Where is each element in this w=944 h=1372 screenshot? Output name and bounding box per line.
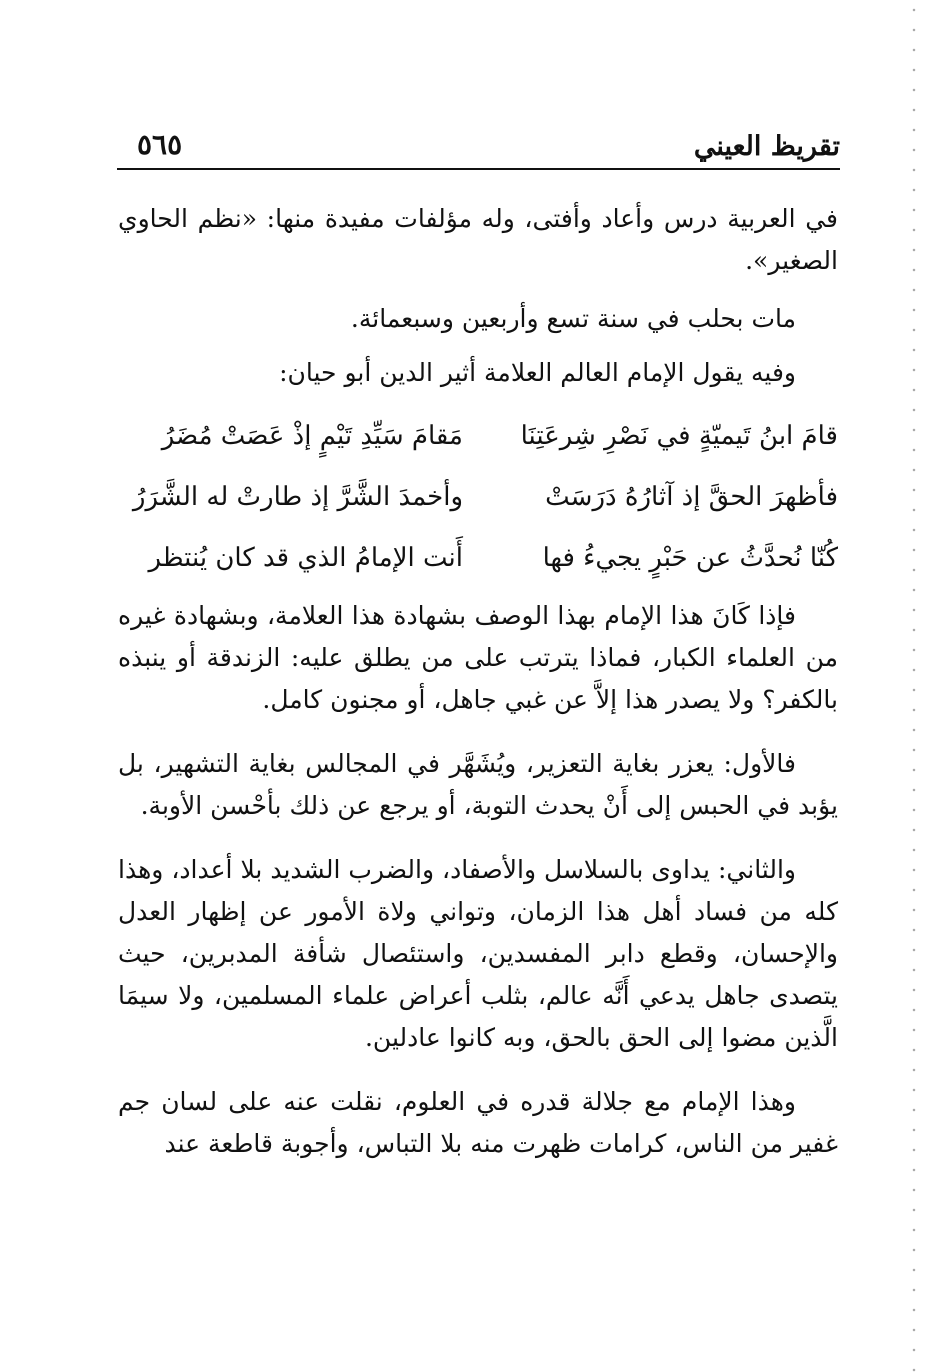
poem-verse-3-first-hemistich: كُنّا نُحدَّثُ عن حَبْرٍ يجيءُ فها (542, 543, 838, 573)
poem-verse-1-first-hemistich: قامَ ابنُ تَيميّةٍ في نَصْرِ شِرعَتِنَا (520, 421, 838, 451)
page-number: ٥٦٥ (137, 128, 183, 161)
poem-verse-3-second-hemistich: أَنت الإمامُ الذي قد كان يُنتظر (148, 543, 463, 573)
page-body (118, 198, 838, 1165)
paragraph-6: والثاني: يداوى بالسلاسل والأصفاد، والضرب الشديد بلا أعداد، وهذا كله من فساد أهل هذا الزمان، وتواني ولاة الأمور عن إظهار العدل والإحسان، وقطع دابر المفسدين، واستئصال شأفة المدبرين، حيث يتصدى جاهل يدعي أَنَّه عالم، بثلب أعراض علماء المسلمين، ولا سيمَا الَّذين مضوا إلى الحق بالحق، وبه كانوا عادلين. (118, 855, 838, 1052)
poem-verse-2-first-hemistich: فأظهرَ الحقَّ إذ آثارُهُ دَرَسَتْ (545, 482, 838, 512)
poem-verse-1-second-hemistich: مَقامَ سَيِّدِ تَيْمٍ إذْ عَصَتْ مُضَرُ (161, 421, 463, 451)
page-header (117, 130, 840, 170)
running-title: تقريظ العيني (693, 131, 840, 162)
paragraph-1: في العربية درس وأعاد وأفتى، وله مؤلفات مفيدة منها: «نظم الحاوي الصغير». (118, 204, 838, 275)
paragraph-3: وفيه يقول الإمام العالم العلامة أثير الدين أبو حيان: (279, 358, 796, 387)
poem (118, 412, 838, 582)
paragraph-7: وهذا الإمام مع جلالة قدره في العلوم، نقلت عنه على لسان جم غفير من الناس، كرامات ظهرت منه بلا التباس، وأجوبة قاطعة عند (118, 1087, 838, 1158)
poem-verse-1 (118, 412, 838, 460)
poem-verse-2 (118, 473, 838, 521)
paragraph-2: مات بحلب في سنة تسع وأربعين وسبعمائة. (350, 304, 796, 333)
paragraph-4: فإذا كَانَ هذا الإمام بهذا الوصف بشهادة هذا العلامة، وبشهادة غيره من العلماء الكبار، فماذا يترتب على من يطلق عليه: الزندقة أو ينبذه بالكفر؟ ولا يصدر هذا إلاَّ عن غبي جاهل، أو مجنون كامل. (118, 601, 838, 714)
poem-verse-3 (118, 534, 838, 582)
paragraph-5: فالأول: يعزر بغاية التعزير، ويُشَهَّر في المجالس بغاية التشهير، بل يؤبد في الحبس إلى أَنْ يحدث التوبة، أو يرجع عن ذلك بأحْسن الأوبة. (118, 749, 838, 820)
page-edge-dotted-rule (912, 0, 916, 1372)
poem-verse-2-second-hemistich: وأخمدَ الشَّرَّ إذ طارتْ له الشَّرَرُ (132, 482, 463, 512)
